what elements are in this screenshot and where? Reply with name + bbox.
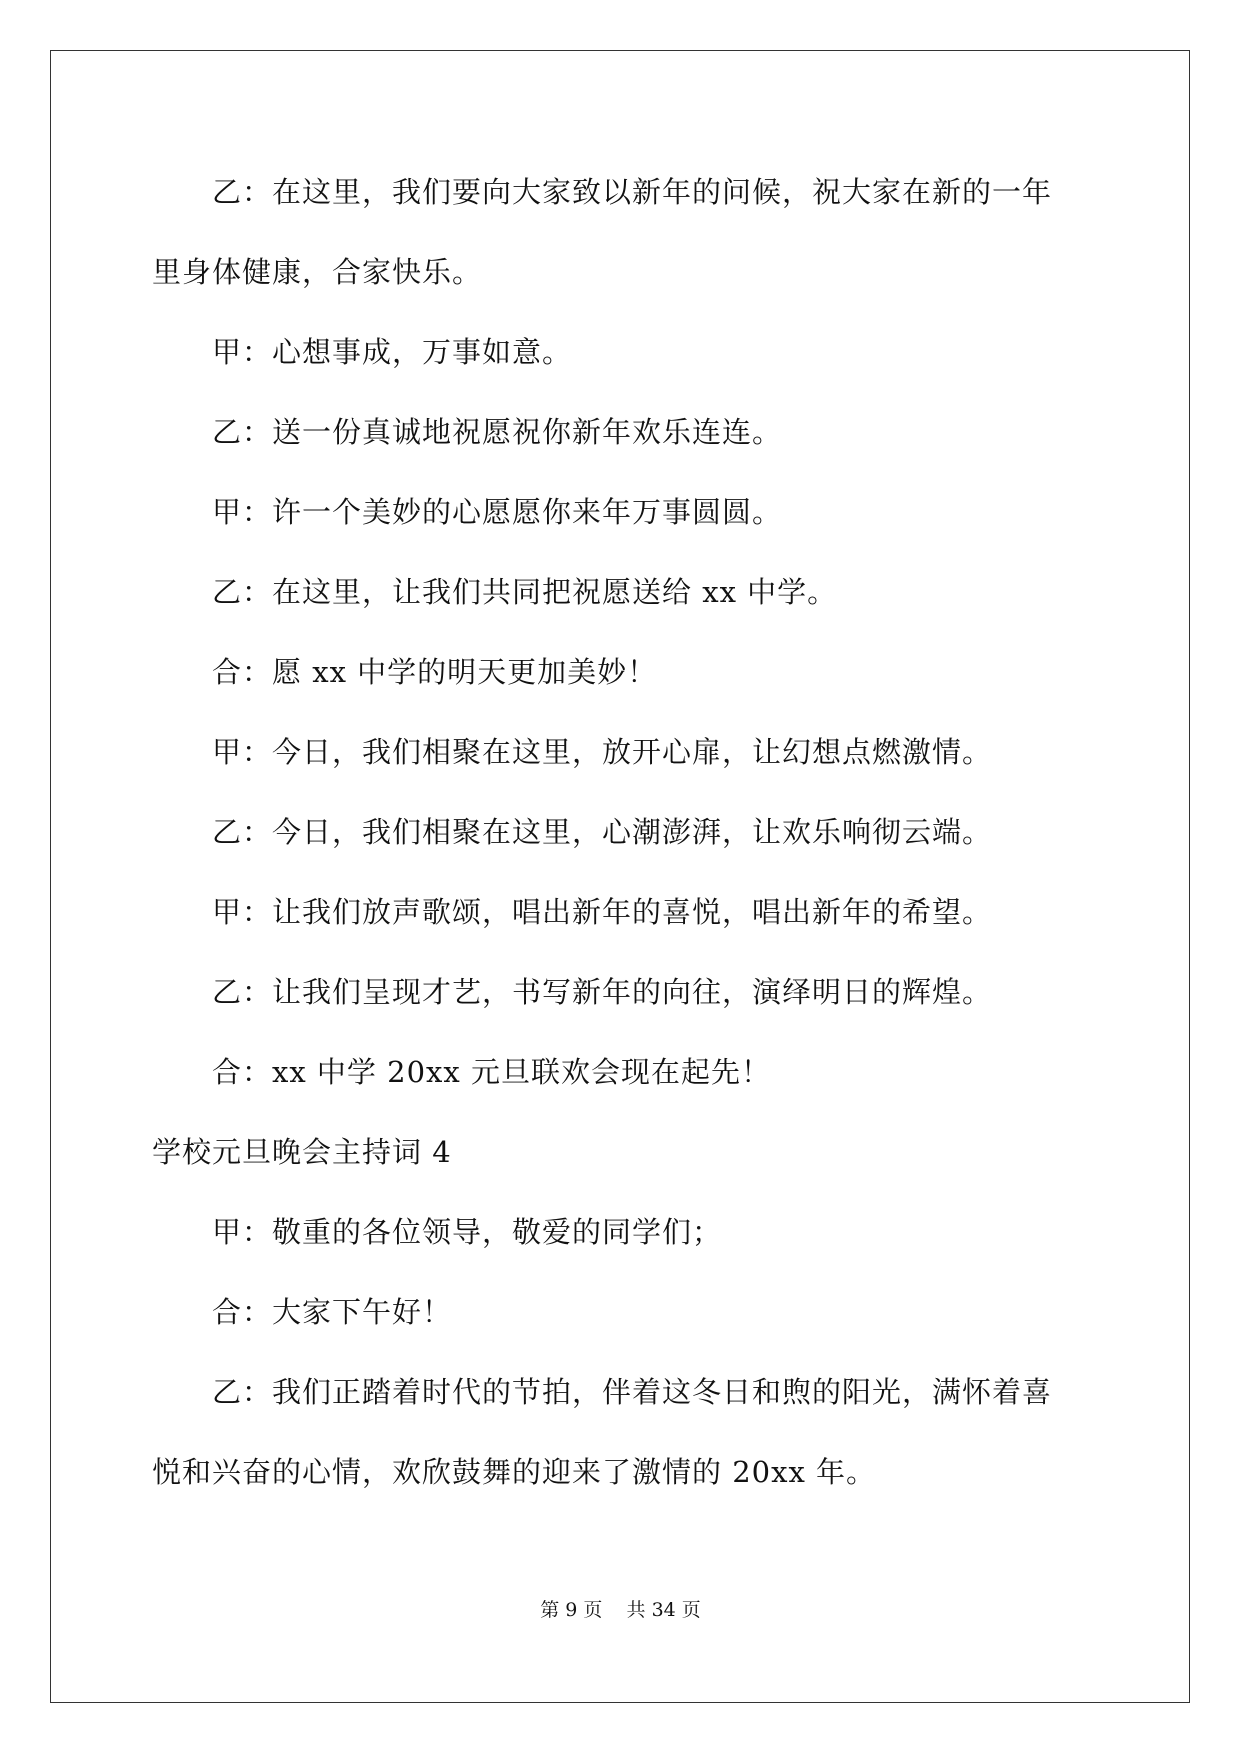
dialogue-line: 乙：在这里，让我们共同把祝愿送给 xx 中学。 [212,575,838,609]
dialogue-line: 乙：在这里，我们要向大家致以新年的问候，祝大家在新的一年 [212,175,1053,209]
dialogue-line: 乙：我们正踏着时代的节拍，伴着这冬日和煦的阳光，满怀着喜 [212,1375,1053,1409]
dialogue-line: 乙：今日，我们相聚在这里，心潮澎湃，让欢乐响彻云端。 [212,815,993,849]
page-number-footer: 第 9 页 共 34 页 [540,1599,701,1621]
dialogue-line: 甲：许一个美妙的心愿愿你来年万事圆圆。 [212,495,783,529]
section-heading: 学校元旦晚会主持词 4 [152,1135,452,1169]
dialogue-line: 合：xx 中学 20xx 元旦联欢会现在起先！ [212,1055,771,1089]
dialogue-line: 乙：送一份真诚地祝愿祝你新年欢乐连连。 [212,415,783,449]
dialogue-line: 甲：今日，我们相聚在这里，放开心扉，让幻想点燃激情。 [212,735,993,769]
dialogue-line: 合：大家下午好！ [212,1295,453,1329]
dialogue-line: 甲：让我们放声歌颂，唱出新年的喜悦，唱出新年的希望。 [212,895,993,929]
dialogue-line: 甲：心想事成，万事如意。 [212,335,573,369]
dialogue-line-continuation: 里身体健康，合家快乐。 [152,255,483,289]
dialogue-line: 合：愿 xx 中学的明天更加美妙！ [212,655,658,689]
dialogue-line: 乙：让我们呈现才艺，书写新年的向往，演绎明日的辉煌。 [212,975,993,1009]
dialogue-line-continuation: 悦和兴奋的心情，欢欣鼓舞的迎来了激情的 20xx 年。 [152,1455,877,1489]
dialogue-line: 甲：敬重的各位领导，敬爱的同学们； [212,1215,723,1249]
